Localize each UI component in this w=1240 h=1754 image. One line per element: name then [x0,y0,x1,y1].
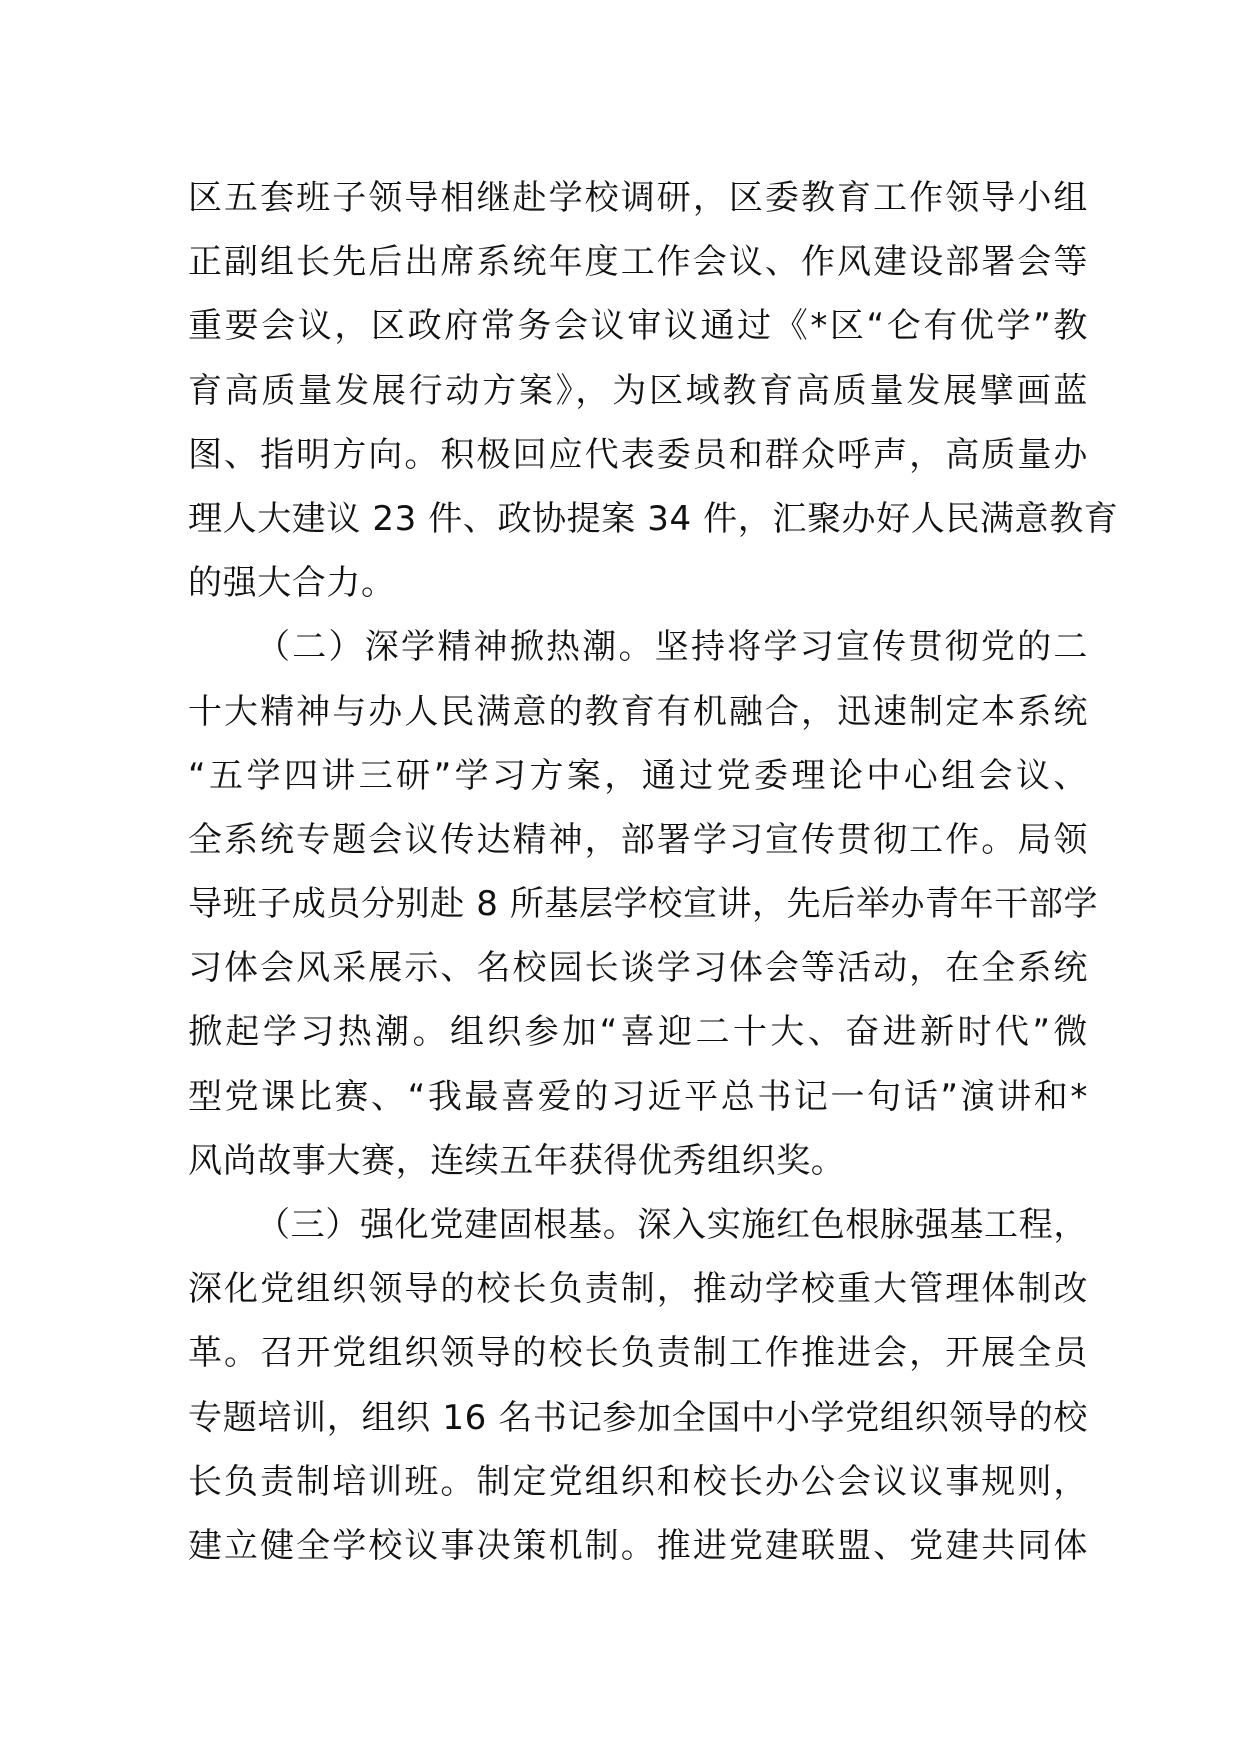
text-line: 风尚故事大赛，连续五年获得优秀组织奖。 [188,1140,846,1181]
text-line: 育高质量发展行动方案》，为区域教育高质量发展擘画蓝 [188,370,1088,411]
text-line: 深化党组织领导的校长负责制，推动学校重大管理体制改 [188,1269,1088,1310]
text-line: 型党课比赛、“我最喜爱的习近平总书记一句话”演讲和* [188,1076,1088,1117]
section-heading-line: （二）深学精神掀热潮。坚持将学习宣传贯彻党的二 [256,627,1088,668]
text-line: 专题培训，组织 16 名书记参加全国中小学党组织领导的校 [188,1397,1088,1438]
text-line: 重要会议，区政府常务会议审议通过《*区“仑有优学”教 [188,306,1088,347]
text-line: “五学四讲三研”学习方案，通过党委理论中心组会议、 [188,755,1088,796]
text-line: 导班子成员分别赴 8 所基层学校宣讲，先后举办青年干部学 [188,884,1099,925]
text-line: 建立健全学校议事决策机制。推进党建联盟、党建共同体 [188,1525,1088,1566]
text-line: 革。召开党组织领导的校长负责制工作推进会，开展全员 [188,1333,1088,1374]
text-line: 区五套班子领导相继赴学校调研，区委教育工作领导小组 [188,178,1088,218]
section-heading-line: （三）强化党建固根基。深入实施红色根脉强基工程， [256,1205,1088,1245]
text-line: 理人大建议 23 件、政协提案 34 件，汇聚办好人民满意教育 [188,498,1119,539]
text-line: 掀起学习热潮。组织参加“喜迎二十大、奋进新时代”微 [188,1012,1088,1053]
body-text [188,166,1119,1578]
text-line: 习体会风采展示、名校园长谈学习体会等活动，在全系统 [188,948,1088,989]
text-line: 的强大合力。 [188,563,396,604]
text-line: 长负责制培训班。制定党组织和校长办公会议议事规则， [188,1461,1088,1502]
text-line: 正副组长先后出席系统年度工作会议、作风建设部署会等 [188,242,1088,283]
text-line: 图、指明方向。积极回应代表委员和群众呼声，高质量办 [188,434,1088,475]
text-line: 十大精神与办人民满意的教育有机融合，迅速制定本系统 [188,691,1088,732]
text-line: 全系统专题会议传达精神，部署学习宣传贯彻工作。局领 [188,819,1088,860]
